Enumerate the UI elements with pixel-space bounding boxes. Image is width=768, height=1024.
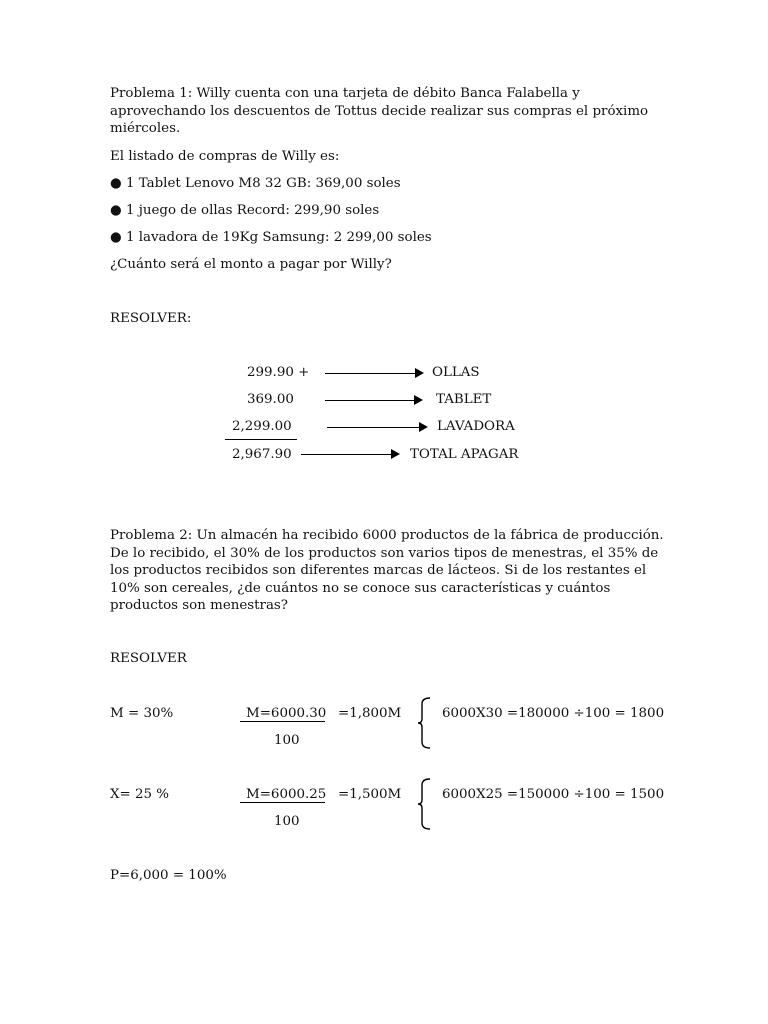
sum-label-ollas: OLLAS bbox=[432, 365, 480, 380]
calc-label: X= 25 % bbox=[110, 787, 170, 802]
calc-numerator: M=6000.30 bbox=[246, 706, 327, 721]
calc-denominator: 100 bbox=[274, 733, 300, 748]
list-item: ● 1 lavadora de 19Kg Samsung: 2 299,00 soles bbox=[110, 230, 432, 245]
fraction-bar bbox=[240, 721, 325, 722]
sum-value-total: 2,967.90 bbox=[232, 447, 292, 462]
list-item: ● 1 Tablet Lenovo M8 32 GB: 369,00 soles bbox=[110, 176, 401, 191]
problem2-resolver-label: RESOLVER bbox=[110, 651, 187, 666]
calc-result: =1,800M bbox=[338, 706, 402, 721]
problem1-statement: Problema 1: Willy cuenta con una tarjeta de débito Banca Falabella y aprovechando los descuentos de Tottus decide realizar sus compras el próximo miércoles. bbox=[110, 86, 649, 136]
brace-icon bbox=[418, 778, 432, 830]
arrow-icon bbox=[325, 395, 423, 405]
brace-icon bbox=[418, 697, 432, 749]
sum-label-tablet: TABLET bbox=[436, 392, 492, 407]
sum-label-total: TOTAL APAGAR bbox=[410, 447, 519, 462]
arrow-icon bbox=[301, 449, 400, 459]
fraction-bar bbox=[240, 802, 325, 803]
calc-numerator: M=6000.25 bbox=[246, 787, 327, 802]
problem1-list-intro: El listado de compras de Willy es: bbox=[110, 149, 340, 164]
list-item: ● 1 juego de ollas Record: 299,90 soles bbox=[110, 203, 380, 218]
calc-label: M = 30% bbox=[110, 706, 174, 721]
calc-result: =1,500M bbox=[338, 787, 402, 802]
problem1-resolver-label: RESOLVER: bbox=[110, 311, 192, 326]
problem2-statement: Problema 2: Un almacén ha recibido 6000 productos de la fábrica de producción. De lo recibido, el 30% de los productos son varios tipos de menestras, el 35% de los productos recibidos son diferentes marcas de lácteos. Si de los restantes el 10% son cereales, ¿de cuántos no se conoce sus características y cuántos productos son menestras? bbox=[110, 528, 664, 613]
calc-detail: 6000X30 =180000 ÷100 = 1800 bbox=[442, 706, 665, 721]
sum-divider bbox=[225, 439, 297, 440]
sum-value-lavadora: 2,299.00 bbox=[232, 419, 292, 434]
sum-value-ollas: 299.90 + bbox=[247, 365, 310, 380]
problem1-question: ¿Cuánto será el monto a pagar por Willy? bbox=[110, 257, 392, 272]
calc-denominator: 100 bbox=[274, 814, 300, 829]
sum-value-tablet: 369.00 bbox=[247, 392, 294, 407]
sum-label-lavadora: LAVADORA bbox=[437, 419, 515, 434]
arrow-icon bbox=[325, 368, 424, 378]
problem2-final-line: P=6,000 = 100% bbox=[110, 868, 227, 883]
arrow-icon bbox=[327, 422, 428, 432]
calc-detail: 6000X25 =150000 ÷100 = 1500 bbox=[442, 787, 665, 802]
